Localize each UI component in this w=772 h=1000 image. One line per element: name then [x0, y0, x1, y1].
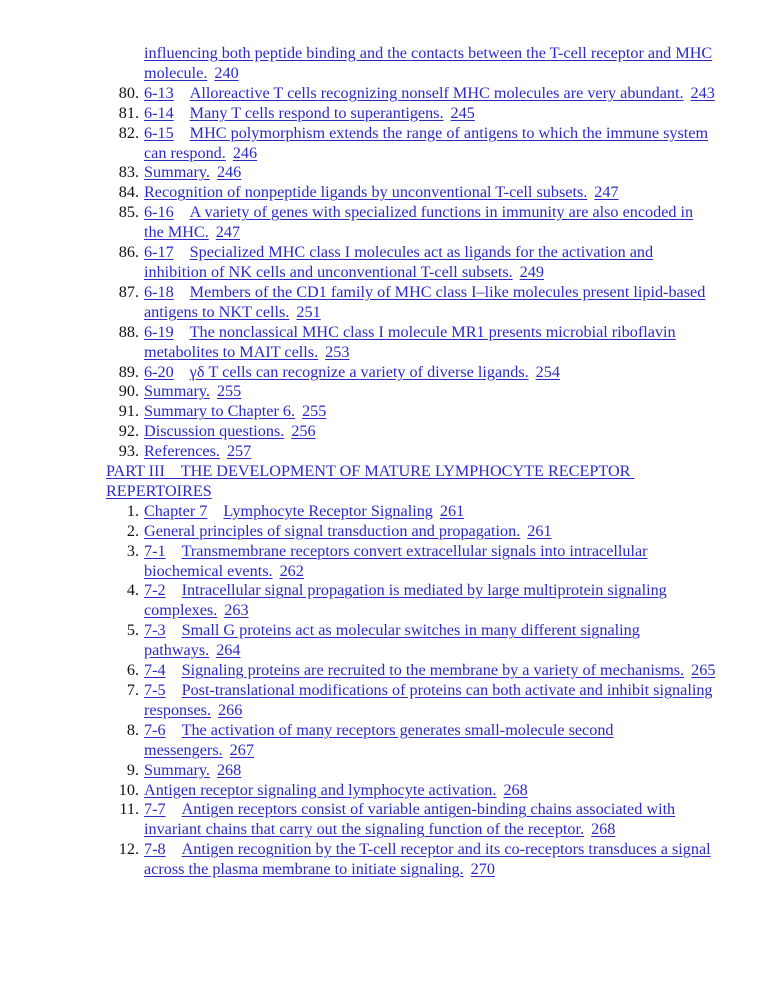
- toc-entry-section-code: 7-2: [144, 581, 166, 600]
- toc-entry-link[interactable]: [144, 402, 295, 420]
- toc-entry-section-code: 7-1: [144, 541, 166, 560]
- toc-entry-section-code: 6-18: [144, 282, 174, 301]
- toc-entry-title: General principles of signal transduction and propagation.: [144, 521, 521, 540]
- toc-entry-link[interactable]: [144, 382, 210, 400]
- toc-entry-section-code: 6-17: [144, 243, 174, 262]
- toc-entry-page[interactable]: 267: [229, 740, 254, 759]
- toc-entry-title: Recognition of nonpeptide ligands by unconventional T-cell subsets.: [144, 183, 588, 202]
- toc-entry-page[interactable]: 243: [690, 83, 715, 102]
- toc-entry-number: 3.: [126, 541, 139, 560]
- toc-entry-number: 84.: [118, 183, 139, 202]
- toc-entry-link[interactable]: [144, 661, 684, 679]
- toc-entry: [0, 621, 772, 661]
- toc-entry-page[interactable]: 254: [535, 362, 560, 381]
- toc-entry-link[interactable]: [144, 84, 684, 102]
- toc-entry-number: 4.: [126, 581, 139, 600]
- toc-entry-title: Members of the CD1 family of MHC class I–like molecules present lipid-based antigens to NKT cells.: [144, 282, 706, 321]
- toc-entry: [0, 661, 772, 681]
- toc-entry-page[interactable]: 266: [218, 700, 243, 719]
- toc-entry-number: 88.: [118, 322, 139, 341]
- toc-entry-title: Summary.: [144, 382, 210, 401]
- toc-entry: [0, 124, 772, 164]
- toc-entry-section-code: 6-16: [144, 203, 174, 222]
- toc-entry-link[interactable]: [144, 522, 520, 540]
- toc-entry-section-code: 6-20: [144, 362, 174, 381]
- toc-entry-link[interactable]: [144, 761, 210, 779]
- toc-entry-link[interactable]: [144, 124, 708, 162]
- toc-entry: [0, 502, 772, 522]
- toc-entry-title: Many T cells respond to superantigens.: [189, 103, 444, 122]
- toc-entry-title: Lymphocyte Receptor Signaling: [223, 501, 433, 520]
- toc-entry-page[interactable]: 240: [214, 63, 239, 82]
- toc-entry: [0, 721, 772, 761]
- toc-entry-number: 83.: [118, 163, 139, 182]
- toc-entry-number: 5.: [126, 621, 139, 640]
- toc-entry-link[interactable]: [144, 781, 496, 799]
- toc-entry-page[interactable]: 268: [503, 780, 528, 799]
- toc-entry: [0, 382, 772, 402]
- toc-entry-title: A variety of genes with specialized functions in immunity are also encoded in the MHC.: [144, 203, 694, 242]
- toc-entry: [0, 84, 772, 104]
- toc-entry: [0, 183, 772, 203]
- toc-entry-number: 7.: [126, 681, 139, 699]
- toc-entry-title: Antigen receptors consist of variable antigen-binding chains associated with invariant chains that carry out the signaling function of the receptor.: [144, 800, 676, 839]
- toc-entry-page[interactable]: 246: [216, 163, 242, 182]
- part-heading-link[interactable]: PART III THE DEVELOPMENT OF MATURE LYMPHOCYTE RECEPTOR REPERTOIRES: [106, 462, 635, 500]
- part-heading: [0, 462, 772, 502]
- toc-entry-number: 93.: [118, 442, 139, 461]
- toc-entry-title: Small G proteins act as molecular switches in many different signaling pathways.: [144, 621, 640, 660]
- toc-list-chapter-6: [0, 84, 772, 462]
- toc-entry-number: 11.: [119, 800, 139, 819]
- toc-entry: [0, 422, 772, 442]
- toc-entry-title: Specialized MHC class I molecules act as ligands for the activation and inhibition of NK cells and unconventional T-cell subsets.: [144, 243, 654, 281]
- toc-entry-page[interactable]: 251: [296, 302, 321, 321]
- toc-entry-page[interactable]: 255: [302, 402, 327, 421]
- toc-entry-link[interactable]: [144, 721, 614, 759]
- toc-entry-page[interactable]: 262: [279, 561, 304, 580]
- toc-entry-number: 8.: [126, 720, 139, 739]
- toc-entry-section-code: Chapter 7: [144, 501, 208, 520]
- toc-entry-number: 86.: [118, 243, 139, 262]
- toc-entry-number: 1.: [126, 501, 139, 520]
- toc-entry-link[interactable]: [144, 183, 587, 201]
- toc-entry-title: Antigen receptor signaling and lymphocyte activation.: [144, 780, 497, 799]
- toc-entry: [0, 283, 772, 323]
- toc-entry-number: 87.: [118, 282, 139, 301]
- toc-entry-page[interactable]: 265: [691, 661, 716, 680]
- toc-entry-number: 85.: [118, 203, 139, 222]
- toc-entry: [0, 681, 772, 721]
- toc-entry-title: Summary to Chapter 6.: [144, 402, 296, 421]
- toc-entry-title: The nonclassical MHC class I molecule MR1 presents microbial riboflavin metabolites to MAIT cells.: [144, 322, 676, 361]
- toc-entry: [0, 163, 772, 183]
- toc-entry-section-code: 6-13: [144, 83, 174, 102]
- toc-entry-link[interactable]: [144, 163, 210, 181]
- toc-entry-number: 92.: [118, 422, 139, 441]
- toc-entry: [0, 243, 772, 283]
- toc-entry-page[interactable]: 257: [226, 442, 252, 461]
- toc-entry-link[interactable]: [144, 840, 711, 878]
- toc-entry-number: 91.: [118, 402, 139, 421]
- toc-entry-link[interactable]: [144, 323, 676, 361]
- toc-entry-section-code: 7-7: [144, 800, 166, 819]
- toc-entry-number: 89.: [118, 362, 139, 381]
- toc-entry-number: 12.: [118, 840, 139, 859]
- toc-entry-link[interactable]: [144, 542, 648, 580]
- toc-entry-number: 9.: [126, 760, 139, 779]
- toc-list-chapter-7: [0, 502, 772, 880]
- toc-entry-page[interactable]: 249: [519, 262, 544, 281]
- toc-entry-link[interactable]: [144, 243, 653, 281]
- toc-entry: [0, 402, 772, 422]
- toc-entry: [0, 781, 772, 801]
- toc-entry-link[interactable]: [144, 422, 284, 440]
- toc-entry-page[interactable]: 270: [470, 860, 495, 879]
- toc-entry-title: Alloreactive T cells recognizing nonself MHC molecules are very abundant.: [189, 83, 684, 102]
- toc-entry-page[interactable]: 261: [527, 521, 552, 540]
- toc-entry-link[interactable]: [144, 442, 220, 460]
- toc-entry-link[interactable]: [144, 502, 433, 520]
- toc-entry-page[interactable]: 255: [216, 382, 242, 401]
- toc-entry: [0, 104, 772, 124]
- toc-entry: [0, 522, 772, 542]
- toc-entry-number: 81.: [118, 103, 139, 122]
- toc-entry-link[interactable]: [144, 283, 705, 321]
- toc-entry-section-code: 6-15: [144, 123, 174, 142]
- toc-entry-page[interactable]: 263: [224, 601, 249, 620]
- toc-entry: [0, 363, 772, 383]
- toc-entry-link[interactable]: [144, 363, 529, 381]
- toc-entry: [0, 203, 772, 243]
- toc-entry-title: Summary.: [144, 760, 210, 779]
- toc-entry-number: 6.: [126, 661, 139, 680]
- toc-entry-title: Signaling proteins are recruited to the membrane by a variety of mechanisms.: [181, 661, 685, 680]
- toc-entry: [0, 323, 772, 363]
- toc-entry-title: Intracellular signal propagation is mediated by large multiprotein signaling complexes.: [144, 581, 667, 620]
- toc-entry-section-code: 7-4: [144, 661, 166, 680]
- toc-entry-title: Antigen recognition by the T-cell receptor and its co-receptors transduces a signal across the plasma membrane to initiate signaling.: [144, 840, 711, 879]
- toc-entry-link[interactable]: [144, 581, 667, 619]
- toc-entry-page[interactable]: 253: [325, 342, 350, 361]
- toc-entry-title: Summary.: [144, 163, 210, 182]
- toc-entry-page[interactable]: 261: [439, 501, 465, 520]
- toc-entry-page[interactable]: 245: [450, 103, 475, 122]
- toc-entry-number: 80.: [118, 83, 139, 102]
- toc-entry-page[interactable]: 246: [232, 143, 258, 162]
- toc-entry-section-code: 7-8: [144, 840, 166, 859]
- toc-entry-continuation: [0, 44, 772, 84]
- toc-entry: [0, 581, 772, 621]
- toc-page: [0, 44, 772, 880]
- toc-entry-section-code: 7-5: [144, 681, 166, 699]
- toc-entry-page[interactable]: 264: [216, 641, 241, 660]
- toc-entry-title: Discussion questions.: [144, 422, 285, 441]
- toc-entry: [0, 800, 772, 840]
- toc-entry-page[interactable]: 256: [291, 422, 316, 441]
- toc-entry-number: 10.: [118, 780, 139, 799]
- toc-entry: [0, 840, 772, 880]
- toc-entry-number: 82.: [118, 123, 139, 142]
- toc-entry: [0, 542, 772, 582]
- toc-entry-section-code: 7-6: [144, 720, 166, 739]
- toc-entry-page[interactable]: 247: [594, 183, 619, 202]
- toc-entry-title: MHC polymorphism extends the range of antigens to which the immune system can respond.: [144, 123, 709, 162]
- toc-entry-number: 2.: [126, 521, 139, 540]
- toc-entry-page[interactable]: 268: [591, 820, 616, 839]
- toc-entry-title: Post-translational modifications of proteins can both activate and inhibit signaling responses.: [144, 681, 713, 719]
- toc-entry-page[interactable]: 268: [216, 760, 242, 779]
- toc-entry-section-code: 7-3: [144, 621, 166, 640]
- toc-entry-title: γδ T cells can recognize a variety of diverse ligands.: [189, 362, 529, 381]
- toc-entry-link[interactable]: [144, 104, 444, 122]
- toc-entry-number: 90.: [118, 382, 139, 401]
- toc-entry-section-code: 6-14: [144, 103, 174, 122]
- toc-entry-title: The activation of many receptors generates small-molecule second messengers.: [144, 720, 614, 759]
- toc-entry-link[interactable]: influencing both peptide binding and the contacts between the T-cell receptor and MHC molecule.: [144, 44, 713, 82]
- toc-entry-title: References.: [144, 442, 220, 461]
- toc-entry: [0, 442, 772, 462]
- toc-entry-section-code: 6-19: [144, 322, 174, 341]
- toc-entry-page[interactable]: 247: [215, 223, 241, 242]
- toc-entry-title: Transmembrane receptors convert extracellular signals into intracellular biochemical events.: [144, 541, 648, 580]
- toc-entry: [0, 761, 772, 781]
